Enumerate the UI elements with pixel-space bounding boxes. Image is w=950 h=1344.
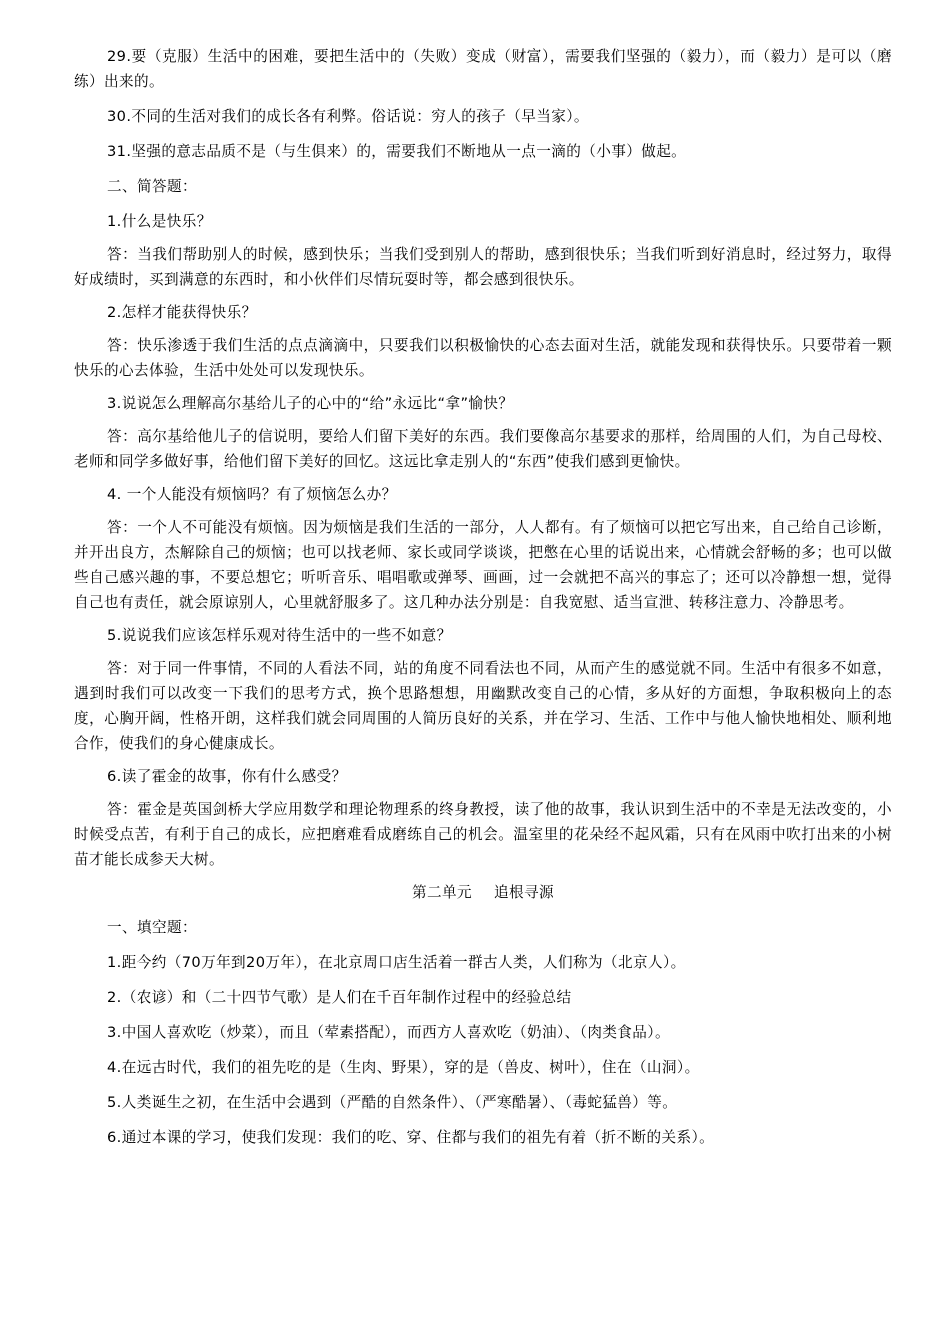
answer-5: 答：对于同一件事情，不同的人看法不同，站的角度不同看法也不同，从而产生的感觉就不同。生活中有很多不如意，遇到时我们可以改变一下我们的思考方式，换个思路想想，用幽默改变自己的心情，多从好的方面想，争取积极向上的态度，心胸开阔，性格开朗，这样我们就会同周围的人简历良好的关系，并在学习、生活、工作中与他人愉快地相处、顺利地合作，使我们的身心健康成长。: [74, 660, 892, 752]
section-heading-fill-blank: 一、填空题：: [107, 919, 197, 936]
document-page: [74, 44, 892, 1160]
unit2-fill-item-4: 4.在远古时代，我们的祖先吃的是（生肉、野果），穿的是（兽皮、树叶），住在（山洞）。: [107, 1059, 700, 1076]
unit-title: [74, 880, 892, 905]
unit2-fill-item-6: 6.通过本课的学习，使我们发现：我们的吃、穿、住都与我们的祖先有着（折不断的关系）。: [107, 1129, 715, 1146]
question-6: 6.读了霍金的故事，你有什么感受？: [107, 768, 347, 785]
unit2-fill-item-2: 2.（农谚）和（二十四节气歌）是人们在千百年制作过程中的经验总结: [107, 989, 572, 1006]
section-heading-short-answer: 二、简答题：: [107, 178, 197, 195]
question-2: 2.怎样才能获得快乐？: [107, 304, 257, 321]
question-3: 3.说说怎么理解高尔基给儿子的心中的“给”永远比“拿”愉快？: [107, 395, 514, 412]
unit2-fill-item-5: 5.人类诞生之初，在生活中会遇到（严酷的自然条件）、（严寒酷暑）、（毒蛇猛兽）等。: [107, 1094, 678, 1111]
question-4: 4. 一个人能没有烦恼吗？有了烦恼怎么办？: [107, 486, 397, 503]
question-5: 5.说说我们应该怎样乐观对待生活中的一些不如意？: [107, 627, 452, 644]
answer-2: 答：快乐渗透于我们生活的点点滴滴中，只要我们以积极愉快的心态去面对生活，就能发现和获得快乐。只要带着一颗快乐的心去体验，生活中处处可以发现快乐。: [74, 337, 892, 379]
unit2-fill-item-1: 1.距今约（70万年到20万年），在北京周口店生活着一群古人类，人们称为（北京人）。: [107, 954, 686, 971]
fill-item-29: 29.要（克服）生活中的困难，要把生活中的（失败）变成（财富），需要我们坚强的（毅力），而（毅力）是可以（磨练）出来的。: [74, 48, 892, 90]
fill-item-30: 30.不同的生活对我们的成长各有利弊。俗话说：穷人的孩子（早当家）。: [107, 108, 589, 125]
unit-name: 追根寻源: [494, 884, 554, 901]
question-1: 1.什么是快乐？: [107, 213, 212, 230]
unit-label: 第二单元: [412, 884, 472, 901]
answer-1: 答：当我们帮助别人的时候，感到快乐；当我们受到别人的帮助，感到很快乐；当我们听到好消息时，经过努力，取得好成绩时，买到满意的东西时，和小伙伴们尽情玩耍时等，都会感到很快乐。: [74, 246, 892, 288]
answer-6: 答：霍金是英国剑桥大学应用数学和理论物理系的终身教授，读了他的故事，我认识到生活中的不幸是无法改变的，小时候受点苦，有利于自己的成长，应把磨难看成磨练自己的机会。温室里的花朵经不起风霜，只有在风雨中吹打出来的小树苗才能长成参天大树。: [74, 801, 892, 868]
fill-item-31: 31.坚强的意志品质不是（与生俱来）的，需要我们不断地从一点一滴的（小事）做起。: [107, 143, 687, 160]
answer-4: 答：一个人不可能没有烦恼。因为烦恼是我们生活的一部分，人人都有。有了烦恼可以把它写出来，自己给自己诊断，并开出良方，杰解除自己的烦恼；也可以找老师、家长或同学谈谈，把憋在心里的话说出来，心情就会舒畅的多；也可以做些自己感兴趣的事，不要总想它；听听音乐、唱唱歌或弹琴、画画，过一会就把不高兴的事忘了；还可以冷静想一想，觉得自己也有责任，就会原谅别人，心里就舒服多了。这几种办法分别是：自我宽慰、适当宣泄、转移注意力、冷静思考。: [74, 519, 892, 611]
answer-3: 答：高尔基给他儿子的信说明，要给人们留下美好的东西。我们要像高尔基要求的那样，给周围的人们，为自己母校、老师和同学多做好事，给他们留下美好的回忆。这远比拿走别人的“东西”使我们感到更愉快。: [74, 428, 892, 470]
unit2-fill-item-3: 3.中国人喜欢吃（炒菜），而且（荤素搭配），而西方人喜欢吃（奶油）、（肉类食品）。: [107, 1024, 670, 1041]
